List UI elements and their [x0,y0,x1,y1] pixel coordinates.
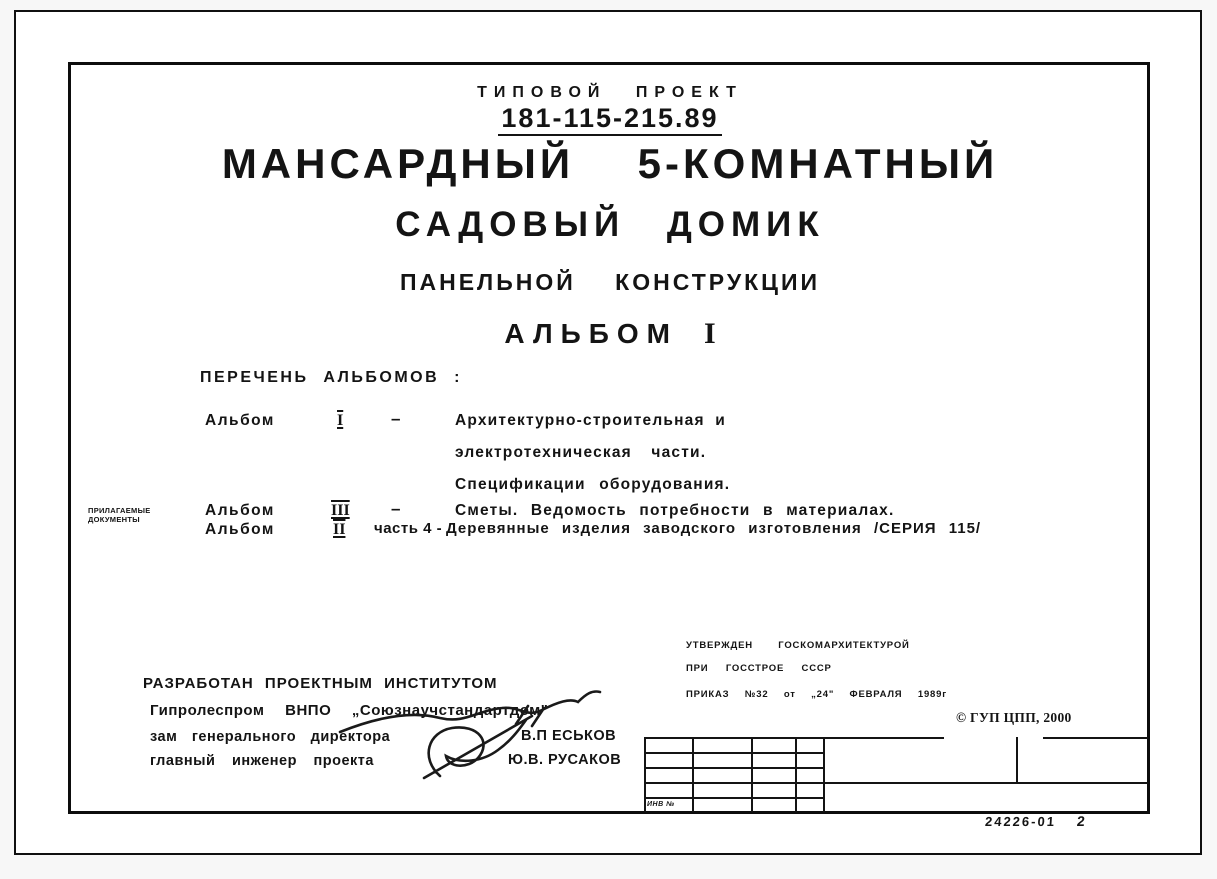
table-line [823,737,825,812]
approval-line3: ПРИКАЗ №32 от „24" ФЕВРАЛЯ 1989г [686,689,947,700]
approval-line2: ПРИ ГОССТРОЕ СССР [686,663,832,674]
album-title-label: АЛЬБОМ [504,318,678,349]
margin-note-line2: ДОКУМЕНТЫ [88,515,140,524]
signature-scribble-1 [340,691,600,732]
album-row1-name: Альбом [205,412,275,429]
album-row3-desc-line1: Деревянные изделия заводского изготовления /СЕРИЯ 115/ [446,520,982,537]
main-title-line2: САДОВЫЙ ДОМИК [395,205,825,244]
table-line [692,737,694,812]
developer-role1: зам генерального директора [150,729,391,745]
table-line [644,737,646,812]
inv-number-label: ИНВ № [647,801,675,808]
album-row1-dash: – [391,409,401,428]
signatures-overlay [320,680,660,780]
album-title-numeral: I [703,317,716,350]
album-row3-numeral: II [333,521,346,538]
table-line [1016,737,1018,782]
album-row1-desc-line3: Спецификации оборудования. [455,476,731,493]
table-line [644,737,944,739]
subtitle: ПАНЕЛЬНОЙ КОНСТРУКЦИИ [399,269,821,295]
margin-note-line1: ПРИЛАГАЕМЫЕ [88,506,151,515]
signature-scribble-2 [424,716,532,778]
album-row2-desc-line1: Сметы. Ведомость потребности в материалах. [455,502,895,519]
copyright-note: © ГУП ЦПП, 2000 [956,710,1072,725]
table-line [1043,737,1148,739]
project-number [70,104,1150,136]
table-line [795,737,797,812]
album-row1-desc-line2: электротехническая части. [455,444,707,461]
table-line [644,797,825,799]
developer-line1: РАЗРАБОТАН ПРОЕКТНЫМ ИНСТИТУТОМ [143,675,498,692]
sheet-number: 2 [1076,813,1086,829]
album-row3-part-suffix: часть 4 - [374,520,443,537]
project-number-text: 181-115-215.89 [498,104,721,136]
album-row1-desc-line1: Архитектурно-строительная и [455,412,726,429]
developer-line2: Гипролеспром ВНПО „Союзнаучстандартдом" [150,702,549,719]
album-row2-numeral: III [331,502,350,519]
table-line [751,737,753,812]
album-row1-numeral: I [337,412,344,429]
approval-line1: УТВЕРЖДЕН ГОСКОМАРХИТЕКТУРОЙ [686,640,910,651]
signer-name1: В.П ЕСЬКОВ [521,728,617,744]
album-row2-name: Альбом [205,502,275,519]
table-line [644,767,825,769]
project-type: ТИПОВОЙ ПРОЕКТ [477,84,743,101]
signer-name2: Ю.В. РУСАКОВ [508,752,622,768]
album-row3-name: Альбом [205,521,275,538]
album-title [70,317,1150,350]
album-row2-dash: – [391,499,401,518]
developer-role2: главный инженер проекта [150,753,374,769]
table-line [644,752,825,754]
albums-heading: ПЕРЕЧЕНЬ АЛЬБОМОВ : [200,369,462,386]
doc-number: 24226-01 [984,814,1057,829]
table-line [644,782,1148,784]
main-title-line1: МАНСАРДНЫЙ 5-КОМНАТНЫЙ [221,140,999,187]
margin-note [88,506,151,524]
